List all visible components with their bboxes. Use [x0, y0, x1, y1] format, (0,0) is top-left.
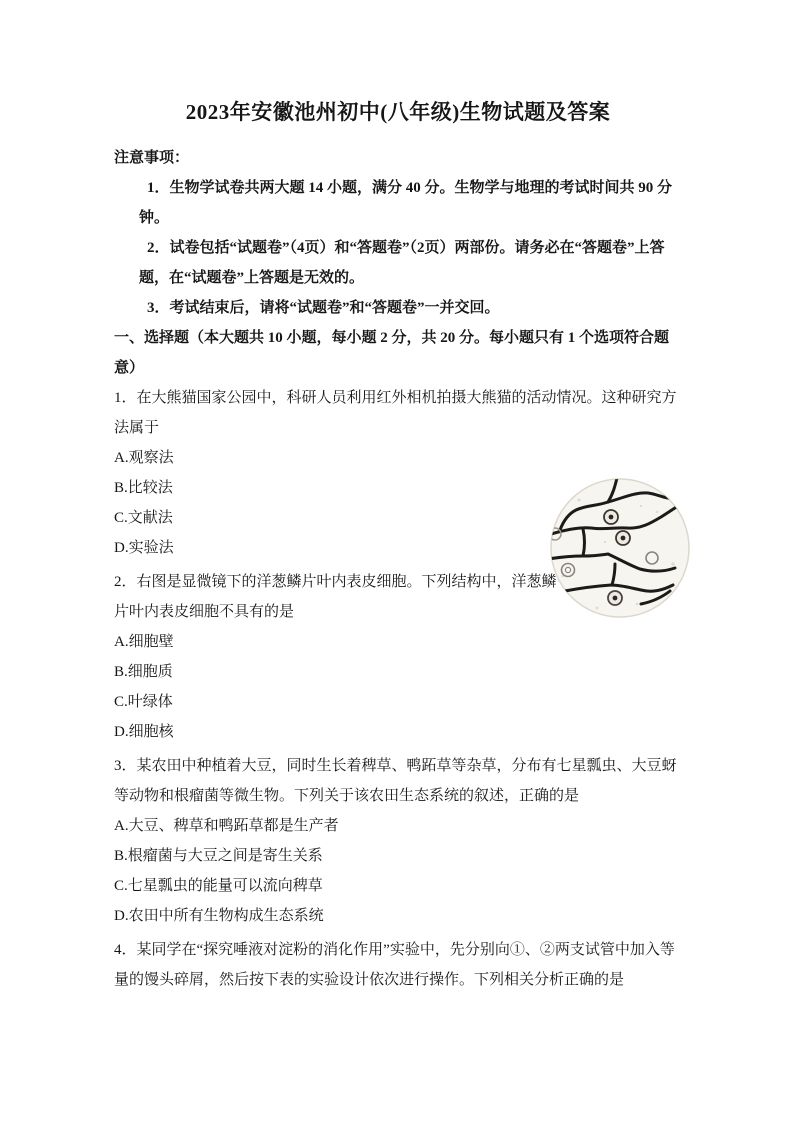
section-heading: 一、选择题（本大题共 10 小题，每小题 2 分，共 20 分。每小题只有 1 个选项符合题意） [114, 330, 670, 376]
question-2-stem: 2．右图是显微镜下的洋葱鳞片叶内表皮细胞。下列结构中，洋葱鳞片叶内表皮细胞不具有的是 [114, 574, 557, 620]
question-2-option-b: B.细胞质 [114, 664, 173, 680]
question-2-option-c: C.叶绿体 [114, 694, 173, 710]
notice-section [114, 143, 682, 323]
notice-item-1: 1．生物学试卷共两大题 14 小题，满分 40 分。生物学与地理的考试时间共 90 分钟。 [139, 180, 673, 226]
question-3-option-a: A.大豆、稗草和鸭跖草都是生产者 [114, 818, 339, 834]
question-2-option-a: A.细胞壁 [114, 634, 174, 650]
question-3-option-b: B.根瘤菌与大豆之间是寄生关系 [114, 848, 323, 864]
question-2-option-d: D.细胞核 [114, 724, 174, 740]
question-1-option-b: B.比较法 [114, 480, 173, 496]
page-title: 2023年安徽池州初中(八年级)生物试题及答案 [185, 100, 611, 124]
question-3 [114, 751, 682, 931]
notice-heading: 注意事项： [114, 150, 190, 166]
question-3-option-d: D.农田中所有生物构成生态系统 [114, 908, 324, 924]
question-1-option-a: A.观察法 [114, 450, 174, 466]
question-3-stem: 3．某农田中种植着大豆，同时生长着稗草、鸭跖草等杂草，分布有七星瓢虫、大豆蚜等动物和根瘤菌等微生物。下列关于该农田生态系统的叙述，正确的是 [114, 758, 677, 804]
question-1-option-c: C.文献法 [114, 510, 173, 526]
question-3-option-c: C.七星瓢虫的能量可以流向稗草 [114, 878, 323, 894]
notice-item-3: 3．考试结束后，请将“试题卷”和“答题卷”一并交回。 [147, 300, 500, 316]
question-4 [114, 935, 682, 995]
question-1-option-d: D.实验法 [114, 540, 174, 556]
question-4-stem: 4．某同学在“探究唾液对淀粉的消化作用”实验中，先分别向①、②两支试管中加入等量的馒头碎屑，然后按下表的实验设计依次进行操作。下列相关分析正确的是 [114, 942, 675, 988]
onion-epidermis-micrograph [545, 472, 695, 624]
question-1-stem: 1．在大熊猫国家公园中，科研人员利用红外相机拍摄大熊猫的活动情况。这种研究方法属于 [114, 390, 677, 436]
notice-item-2: 2．试卷包括“试题卷”（4页）和“答题卷”（2页）两部份。请务必在“答题卷”上答题，在“试题卷”上答题是无效的。 [139, 240, 665, 286]
onion-cells-image [545, 472, 695, 624]
